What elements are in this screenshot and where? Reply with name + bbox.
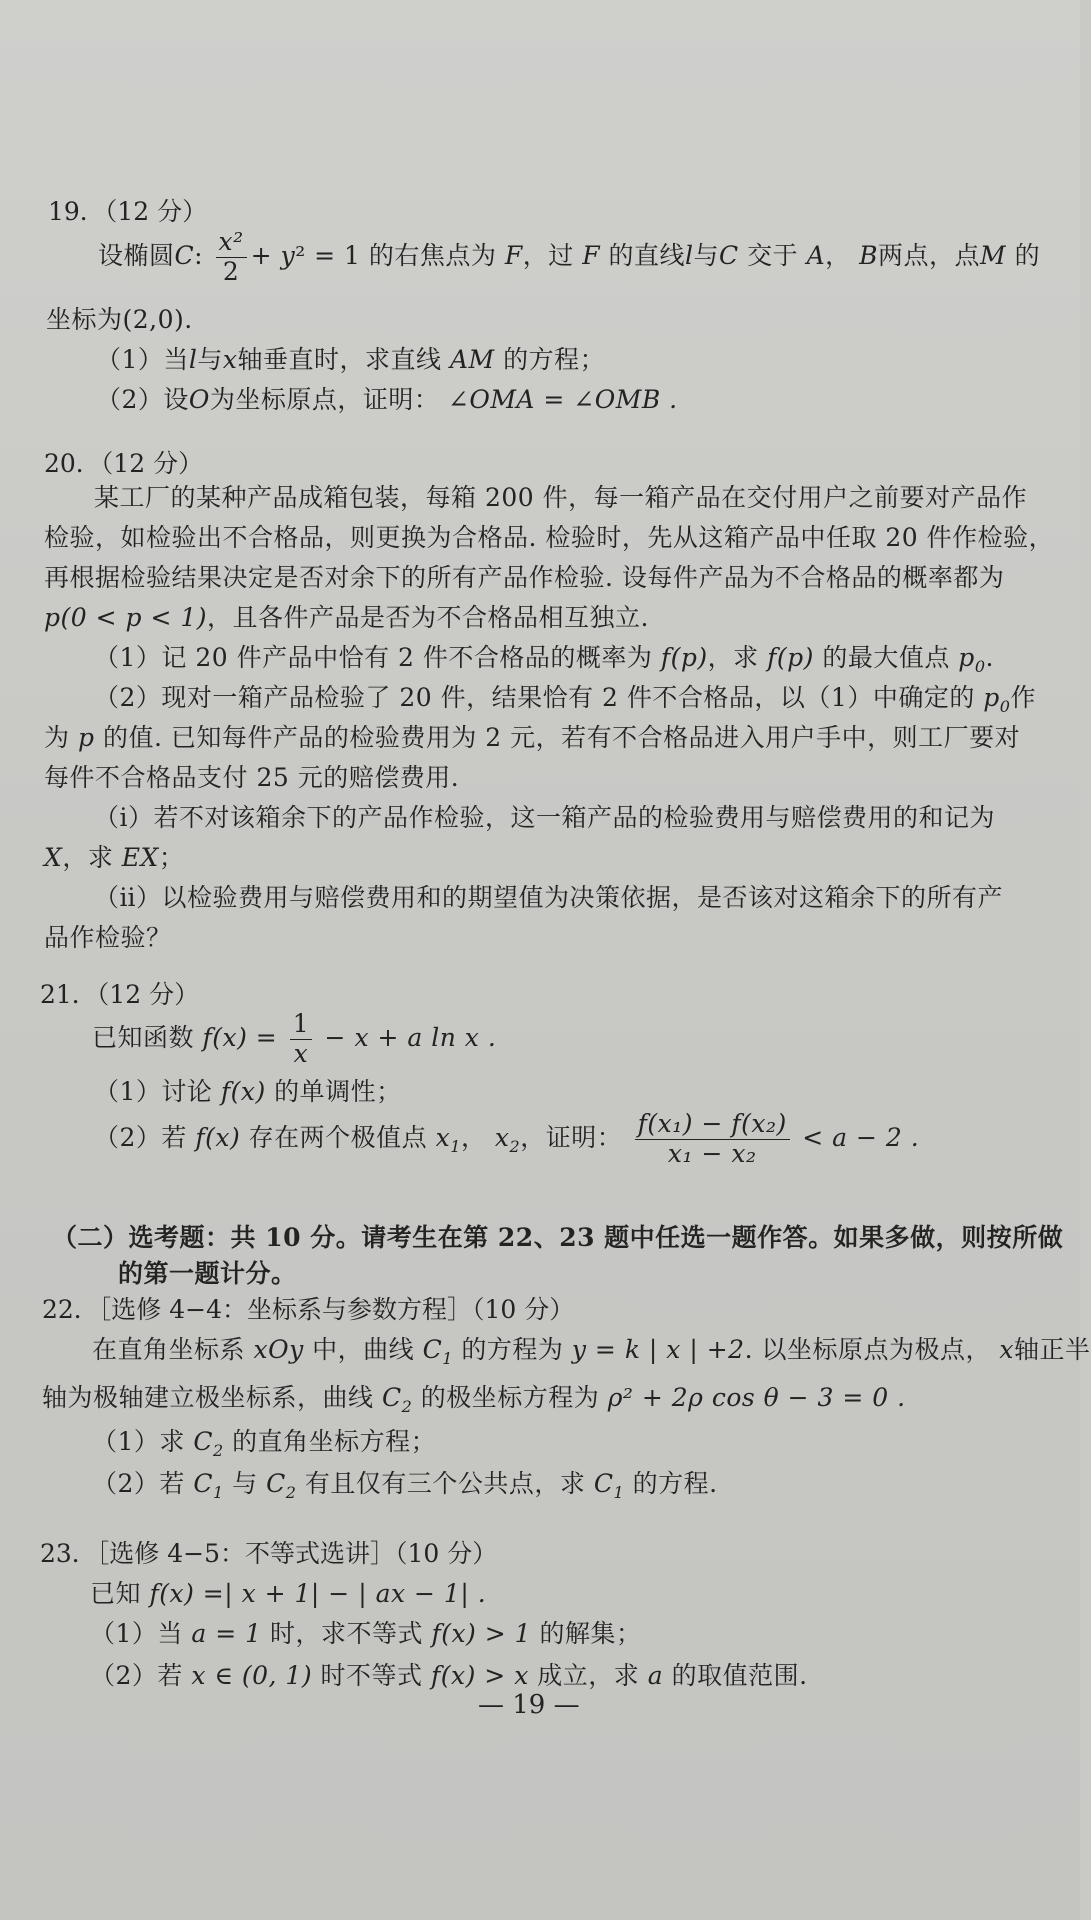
q19-text: 两点，点: [878, 240, 981, 270]
one-over-x-fraction: [290, 1010, 312, 1069]
q21-math: f(x): [195, 1122, 241, 1152]
q22-text: . 以坐标原点为极点，: [744, 1335, 991, 1364]
page-number: — 19 —: [478, 1690, 580, 1720]
frac-numerator: f(x₁) − f(x₂): [635, 1110, 790, 1140]
q19-sym: F: [504, 240, 523, 270]
q20-line2: 检验，如检验出不合格品，则更换为合格品. 检验时，先从这箱产品中任取 20 件作检验，: [44, 523, 1055, 552]
difference-quotient-fraction: [635, 1110, 790, 1169]
q19-sym: A: [806, 240, 826, 270]
q22-text: 的方程.: [632, 1469, 718, 1498]
q21-math: − x + a ln x .: [324, 1022, 497, 1052]
q20-text: （1）记 20 件产品中恰有 2 件不合格品的概率为: [94, 643, 653, 672]
frac-denominator: x: [293, 1038, 309, 1068]
q19-text: （2）设: [96, 385, 189, 414]
q23-math: f(x) > 1: [431, 1619, 532, 1648]
q22-text: 的直角坐标方程；: [232, 1427, 437, 1456]
q19-sym: C: [719, 240, 739, 270]
q21-text: 的单调性；: [274, 1077, 402, 1106]
q20-title: 20．（12 分）: [44, 449, 204, 478]
q20-part2-line3: 每件不合格品支付 25 元的赔偿费用.: [44, 763, 460, 792]
c-letter: C: [422, 1335, 443, 1364]
q23-math: x ∈ (0, 1): [191, 1661, 313, 1690]
q20-text: ，求: [707, 643, 759, 672]
q19-text: 轴垂直时，求直线: [237, 345, 442, 374]
q21-text: 存在两个极值点: [248, 1122, 428, 1152]
q20-text: 为: [44, 723, 70, 752]
q22-line2: [42, 1378, 906, 1416]
q23-text: 的取值范围.: [671, 1661, 808, 1690]
q22-text: 的极坐标方程为: [420, 1383, 600, 1412]
q23-text: 的解集；: [539, 1619, 642, 1648]
q20-text: ，求: [62, 843, 114, 872]
q22-text: 在直角坐标系: [92, 1335, 246, 1364]
q19-text: 设椭圆: [98, 240, 175, 270]
q23-text: 已知: [90, 1579, 142, 1608]
q19-sym: x: [222, 345, 238, 374]
q20-math: p: [77, 723, 95, 752]
q23-text: （1）当: [90, 1619, 183, 1648]
q21-function: [92, 1010, 496, 1069]
q20-part2-line2: [44, 718, 1020, 754]
q21-text: （1）讨论: [94, 1077, 213, 1106]
q19-text: ，过: [522, 240, 574, 270]
q22-text: 轴为极轴建立极坐标系，曲线: [42, 1383, 374, 1412]
q19-text: 交于: [747, 240, 799, 270]
q21-text: 已知函数: [92, 1022, 195, 1052]
q19-text: 坐标为: [46, 305, 123, 334]
frac-numerator: 1: [290, 1010, 312, 1040]
q23-text: 时，求不等式: [269, 1619, 423, 1648]
q19-sym: B: [859, 240, 879, 270]
p0-letter: p: [958, 643, 975, 672]
c2-symbol: $C_2$: [193, 1427, 224, 1460]
q22-text: 中，曲线: [312, 1335, 415, 1364]
q19-text: 为坐标原点，证明：: [209, 385, 440, 414]
c-letter: C: [593, 1469, 614, 1498]
q20-part1: （1）记 20 件产品中恰有 2 件不合格品的概率为 f(p)，求 f(p) 的最大值点 $p_0$.: [94, 643, 994, 676]
c1-symbol: $C_1$: [593, 1469, 625, 1502]
q21-text: ，证明：: [520, 1122, 623, 1152]
q23-math: f(x) =| x + 1| − | ax − 1| .: [149, 1579, 487, 1608]
q21-title: 21．（12 分）: [40, 980, 200, 1009]
q23-definition: [90, 1574, 486, 1610]
q23-part1: [90, 1614, 642, 1650]
q23-text: 时不等式: [320, 1661, 423, 1690]
c1-symbol: $C_1$: [422, 1335, 453, 1368]
c-letter: C: [266, 1469, 286, 1498]
x2-symbol: $x_2$: [494, 1122, 521, 1156]
optional-instructions: （二）选考题：共 10 分。请考生在第 22、23 题中任选一题作答。如果多做，则按所做: [52, 1223, 1064, 1252]
q23-math: f(x) > x: [431, 1661, 529, 1690]
c-letter: C: [381, 1383, 402, 1412]
q23-math: a = 1: [191, 1619, 262, 1648]
c2-symbol: $C_2$: [266, 1469, 297, 1502]
q22-title: 22．［选修 4−4：坐标系与参数方程］（10 分）: [42, 1295, 575, 1324]
q22-text: （2）若: [92, 1469, 185, 1498]
q19-sym: M: [980, 240, 1007, 270]
q19-text: 的: [1014, 240, 1041, 270]
q21-text: （2）若: [94, 1122, 187, 1152]
q20-line3: 再根据检验结果决定是否对余下的所有产品作检验. 设每件产品为不合格品的概率都为: [44, 563, 1005, 592]
q19-intro: 设椭圆C: $\frac{\text{x²}}{2}$ + y² = 1 的右焦点为 F，过 F 的直线l与C 交于 A， B两点，点M 的: [98, 227, 1041, 286]
q20-subpart-ii: （ⅱ）以检验费用与赔偿费用和的期望值为决策依据，是否该对这箱余下的所有产: [94, 883, 1003, 912]
q20-text: 的最大值点: [822, 643, 950, 672]
q22-text: 有且仅有三个公共点，求: [304, 1469, 586, 1498]
q19-sym: l: [188, 345, 198, 374]
c-letter: C: [193, 1469, 213, 1498]
q20-math: EX: [121, 843, 159, 872]
q20-text: （2）现对一箱产品检验了 20 件，结果恰有 2 件不合格品，以（1）中确定的: [94, 683, 975, 712]
q19-sym: O: [188, 385, 210, 414]
q22-text: 与: [232, 1469, 258, 1498]
q19-text: (2,0).: [122, 305, 193, 334]
ellipse-fraction: $\frac{\text{x²}}{2}$: [216, 228, 247, 287]
p0-letter: p: [983, 683, 1000, 712]
q22-math: xOy: [253, 1335, 304, 1364]
optional-instructions-line2: 的第一题计分。: [118, 1259, 297, 1288]
q23-text: 成立，求: [537, 1661, 640, 1690]
x2-letter: x: [494, 1122, 510, 1152]
x1-letter: x: [435, 1122, 451, 1152]
q21-text: ，: [460, 1122, 487, 1152]
q22-text: 轴正半: [1014, 1335, 1091, 1364]
q20-text: 作: [1010, 683, 1036, 712]
q20-math: X: [44, 843, 63, 872]
q23-math: a: [647, 1661, 664, 1690]
q20-part2-line1: [94, 678, 1036, 716]
q19-sym: AM: [450, 345, 495, 374]
q20-line1: 某工厂的某种产品成箱包装，每箱 200 件，每一箱产品在交付用户之前要对产品作: [94, 483, 1028, 512]
q19-text: 的直线: [608, 240, 686, 270]
q20-subpart-i-line2: [44, 838, 184, 874]
q22-part1: [92, 1422, 436, 1460]
q20-subpart-ii-line2: 品作检验？: [44, 923, 172, 952]
q22-math: x: [999, 1335, 1015, 1364]
q20-text: ；: [158, 843, 185, 872]
q19-text: 的方程；: [503, 345, 606, 374]
q20-math: f(p): [660, 643, 708, 672]
q19-part2: [96, 380, 678, 416]
q20-text: ，且各件产品是否为不合格品相互独立.: [207, 603, 649, 632]
c-letter: C: [193, 1427, 213, 1456]
q19-text: 与: [197, 345, 223, 374]
p0-symbol: $p_0$: [958, 643, 986, 676]
q20-math: p(0 < p < 1): [44, 603, 208, 632]
q21-part1: [94, 1072, 402, 1108]
q21-math: f(x) =: [202, 1022, 278, 1052]
q19-text: （1）当: [96, 345, 189, 374]
q21-part2: [94, 1110, 919, 1169]
c1-symbol: $C_1$: [193, 1469, 224, 1502]
q19-text: 与: [693, 240, 720, 270]
q20-line4: [44, 598, 649, 634]
p0-symbol: $p_0$: [983, 683, 1011, 716]
x1-symbol: $x_1$: [435, 1122, 461, 1156]
q22-math: ρ² + 2ρ cos θ − 3 = 0 .: [607, 1383, 906, 1412]
q19-coord-line: [46, 300, 193, 336]
q19-text: ，: [825, 240, 851, 270]
q22-text: （1）求: [92, 1427, 185, 1456]
q22-line1: [92, 1330, 1091, 1368]
q22-part2: [92, 1464, 718, 1502]
q21-math: f(x): [220, 1077, 266, 1106]
q20-text: 的值. 已知每件产品的检验费用为 2 元，若有不合格品进入用户手中，则工厂要对: [102, 723, 1021, 752]
q23-text: （2）若: [90, 1661, 183, 1690]
q22-text: 的方程为: [461, 1335, 564, 1364]
q19-sym: F: [582, 240, 601, 270]
q21-math: < a − 2 .: [802, 1122, 920, 1152]
q22-math: y = k | x | +2: [571, 1335, 745, 1364]
q19-title: 19．（12 分）: [48, 197, 208, 226]
frac-denominator: x₁ − x₂: [667, 1138, 757, 1168]
q20-math: f(p): [767, 643, 814, 672]
q19-angle-eq: ∠OMA = ∠OMB .: [447, 385, 678, 414]
q20-subpart-i: （ⅰ）若不对该箱余下的产品作检验，这一箱产品的检验费用与赔偿费用的和记为: [94, 803, 995, 832]
q19-sym: C: [174, 240, 195, 270]
c2-symbol: $C_2$: [381, 1383, 413, 1416]
q19-part1: [96, 340, 605, 376]
q19-sym: l: [685, 240, 694, 270]
q23-title: 23．［选修 4−5：不等式选讲］（10 分）: [40, 1539, 498, 1568]
q19-text: 的右焦点为: [368, 240, 497, 270]
q23-part2: [90, 1656, 808, 1692]
